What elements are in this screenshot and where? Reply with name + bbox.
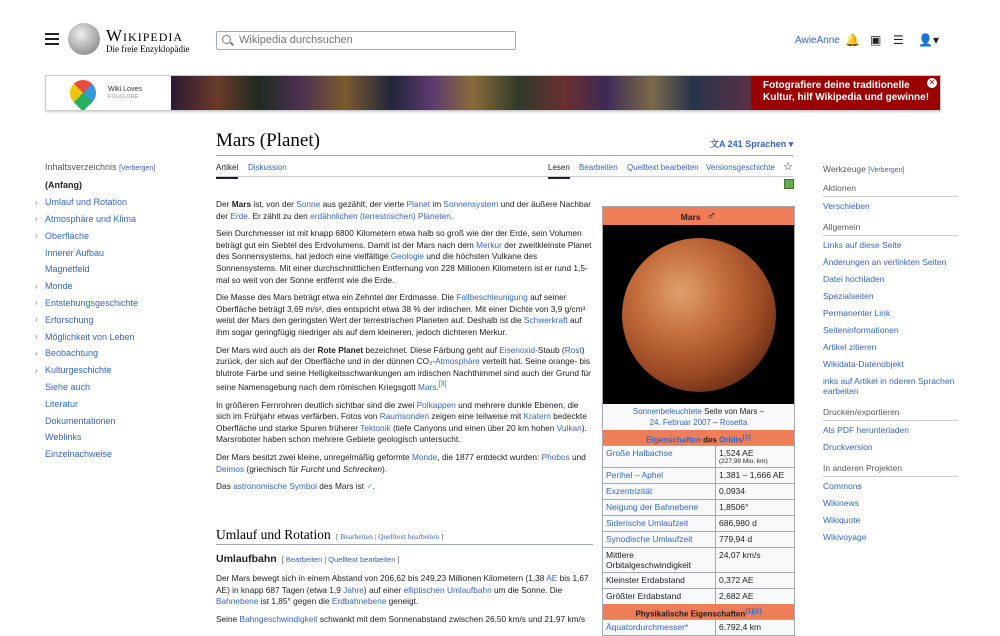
infobox-value: 1,381 – 1,666 AE: [719, 470, 785, 480]
chevron-right-icon[interactable]: ›: [35, 231, 38, 241]
infobox-key: Mittlere Orbitalgeschwindigkeit: [603, 548, 716, 572]
infobox-row: [603, 467, 794, 483]
infobox-key[interactable]: Siderische Umlaufzeit: [603, 516, 716, 531]
infobox-key: Kleinster Erdabstand: [603, 573, 716, 588]
main-menu-icon[interactable]: [45, 33, 59, 45]
banner-logo-text: Wiki Loves: [108, 86, 142, 93]
user-page-link[interactable]: AwieAnne: [795, 35, 840, 46]
toc-item[interactable]: [35, 328, 195, 345]
tools-link[interactable]: Spezialseiten: [823, 291, 874, 301]
toc-item-label: Innerer Aufbau: [45, 247, 105, 258]
toc-item[interactable]: [45, 177, 195, 194]
tab-article[interactable]: Artikel: [216, 163, 238, 172]
tools-heading: Werkzeuge [Verbergen]: [823, 164, 905, 174]
search-icon: [222, 35, 231, 44]
toc-item-label: Weblinks: [45, 432, 82, 443]
page-title: Mars (Planet): [216, 130, 320, 151]
infobox-title: Mars ♂: [603, 207, 794, 225]
tab-edit-source[interactable]: Quelltext bearbeiten: [627, 163, 699, 172]
toc-item[interactable]: [45, 429, 195, 446]
infobox-row: [603, 619, 794, 635]
infobox-value: 24,07 km/s: [719, 550, 761, 560]
tools-section-general: Allgemein: [823, 218, 958, 236]
toc-item-label: Monde: [45, 281, 73, 292]
tools-link[interactable]: Wikiquote: [823, 515, 861, 525]
tools-link[interactable]: Verschieben: [823, 201, 870, 211]
article-intro: Der Mars ist, von der Sonne aus gezählt, der vierte Planet im Sonnensystem und der äußere Nachbar der Erde. Er zählt zu den erdähnlichen (terrestrischen) Planeten. Sein Durchmesser ist mit knapp 6800 Kilometern etwa halb so groß wie der der Erde, sein Volumen beträgt gut ein Siebtel des Erdvolumens. Damit ist der Mars nach dem Merkur der zweitkleinste Planet des Sonnensystems, hat jedoch eine vielfältige Geologie und die höchsten Vulkane des Sonnensystems. Mit einer durchschnittlichen Entfernung von 228 Millionen Kilometern ist er rund 1,5-mal so weit von der Sonne entfernt wie die Erde. Die Masse des Mars beträgt etwa ein Zehntel der Erdmasse. Die Fallbeschleunigung auf seiner Oberfläche beträgt 3,69 m/s², dies entspricht etwa 38 % der irdischen. Mit einer Dichte von 3,9 g/cm³ weist der Mars den geringsten Wert der terrestrischen Planeten auf. Deshalb ist die Schwerkraft auf ihm sogar geringfügig niedriger als auf dem kleineren, jedoch dichteren Merkur. Der Mars wird auch als der Rote Planet bezeichnet. Diese Färbung geht auf Eisenoxid-Staub (Rost) zurück, der sich auf der Oberfläche und in der dünnen CO₂-Atmosphäre verteilt hat. Seine orange- bis blutrote Farbe und seine Helligkeitsschwankungen am irdischen Nachthimmel sind auch der Grund für seine Namensgebung nach dem römischen Kriegsgott Mars.[3] In größeren Fernrohren deutlich sichtbar sind die zwei Polkappen und mehrere dunkle Ebenen, die sich im Frühjahr etwas verfärben. Fotos von Raumsonden zeigen eine teilweise mit Kratern bedeckte Oberfläche und starke Spuren früherer Tektonik (tiefe Canyons und einen über 20 km hohen Vulkan). Marsroboter haben schon mehrere Gebiete geologisch untersucht. Der Mars besitzt zwei kleine, unregelmäßig geformte Monde, die 1877 entdeckt wurden: Phobos und Deimos (griechisch für Furcht und Schrecken). Das astronomische Symbol des Mars ist ♂.: [216, 199, 592, 492]
tools-link[interactable]: Permanenter Link: [823, 308, 891, 318]
chevron-right-icon[interactable]: ›: [35, 365, 38, 375]
toc-item-label: Siehe auch: [45, 381, 91, 392]
tools-link[interactable]: Druckversion: [823, 442, 873, 452]
toc-item-label: Einzelnachweise: [45, 449, 113, 460]
section-edit-links[interactable]: [ Bearbeiten | Quelltext bearbeiten ]: [334, 532, 444, 541]
tools-link[interactable]: Änderungen an verlinkten Seiten: [823, 257, 947, 267]
infobox-value: 6.792,4 km: [719, 622, 762, 632]
close-icon[interactable]: ✕: [928, 78, 936, 87]
toc-item[interactable]: [45, 379, 195, 396]
toc-item-label: Literatur: [45, 398, 79, 409]
infobox-row: [603, 515, 794, 531]
toc-item-label: Kulturgeschichte: [45, 365, 112, 376]
toc-item[interactable]: [35, 311, 195, 328]
infobox-key[interactable]: Große Halbachse: [603, 446, 716, 467]
toc-item-label: Entstehungsgeschichte: [45, 297, 139, 308]
infobox-key[interactable]: Äquatordurchmesser*: [603, 620, 716, 635]
tools-link[interactable]: Links auf diese Seite: [823, 240, 902, 250]
toc-item[interactable]: [35, 345, 195, 362]
toc-item[interactable]: [45, 395, 195, 412]
table-of-contents: [35, 162, 195, 463]
banner-photo-strip: [171, 76, 751, 110]
tools-sidebar: [823, 164, 958, 549]
tools-section-actions: Aktionen: [823, 179, 958, 197]
tools-link[interactable]: Als PDF herunterladen: [823, 425, 909, 435]
tools-hide-link[interactable]: [Verbergen]: [868, 167, 905, 174]
toc-item[interactable]: [35, 194, 195, 211]
toc-item-label: Umlauf und Rotation: [45, 197, 128, 208]
watch-star-icon[interactable]: ☆: [783, 161, 793, 173]
toc-item-label: Oberfläche: [45, 230, 90, 241]
infobox-value: 0,372 AE: [719, 575, 754, 585]
mars-image[interactable]: [603, 225, 794, 404]
campaign-banner[interactable]: [45, 75, 941, 111]
toc-item[interactable]: [45, 261, 195, 278]
toc-item[interactable]: [35, 362, 195, 379]
chevron-right-icon[interactable]: ›: [35, 332, 38, 342]
infobox-row: [603, 483, 794, 499]
toc-item-label: Möglichkeit von Leben: [45, 331, 135, 342]
chevron-right-icon[interactable]: ›: [35, 214, 38, 224]
infobox-value: 2,682 AE: [719, 591, 754, 601]
caption-link-sunlit[interactable]: Sonnenbeleuchtete: [632, 407, 702, 416]
toc-item-label: Magnetfeld: [45, 264, 90, 275]
section-heading-orbit: Umlauf und Rotation [ Bearbeiten | Quelltext bearbeiten ]: [216, 527, 444, 542]
infobox-row: [603, 547, 794, 572]
tools-section-print: Drucken/exportieren: [823, 403, 958, 421]
infobox-row: [603, 572, 794, 588]
tools-link[interactable]: Artikel zitieren: [823, 342, 877, 352]
toc-item-label: Beobachtung: [45, 348, 99, 359]
infobox-value: 779,94 d: [719, 534, 753, 544]
chevron-right-icon[interactable]: ›: [35, 348, 38, 358]
toc-item[interactable]: [35, 211, 195, 228]
notifications-bell-icon[interactable]: 🔔: [845, 33, 860, 47]
banner-logo: [46, 76, 171, 110]
infobox-row: [603, 445, 794, 467]
search-placeholder: Wikipedia durchsuchen: [239, 34, 353, 46]
tools-link[interactable]: Wikidata-Datenobjekt: [823, 359, 904, 369]
logo-title[interactable]: Wikipedia: [106, 26, 184, 45]
tools-link[interactable]: inks auf Artikel in nderen Sprachen earbeiten: [823, 376, 955, 396]
section-divider: [216, 544, 593, 545]
subsection-heading-orbit: Umlaufbahn [ Bearbeiten | Quelltext bearbeiten ]: [216, 553, 400, 565]
banner-message[interactable]: Fotografiere deine traditionelle Kultur, hilf Wikipedia und gewinne!: [751, 76, 940, 110]
physical-properties-header: Physikalische Eigenschaften[1][2]: [603, 604, 794, 619]
tools-link[interactable]: Wikinews: [823, 498, 859, 508]
orbit-paragraph: Der Mars bewegt sich in einem Abstand von 206,62 bis 249,23 Millionen Kilometern (1,38 AE bis 1,67 AE) in knapp 687 Tagen (etwa 1,9 Jahre) auf einer elliptischen Umlaufbahn um die Sonne. Die Bahnebene ist 1,85° gegen die Erdbahnebene geneigt. Seine Bahngeschwindigkeit schwankt mit dem Sonnenabstand zwischen 26,50 km/s und 21,97 km/s: [216, 573, 589, 624]
caption-link-date[interactable]: 24. Februar 2007: [649, 418, 711, 427]
toc-item[interactable]: [45, 446, 195, 463]
image-caption: Sonnenbeleuchtete Seite von Mars – 24. Februar 2007 – Rosetta: [632, 407, 765, 427]
toc-heading: Inhaltsverzeichnis [Verbergen]: [45, 162, 156, 172]
infobox-key[interactable]: Exzentrizität: [603, 484, 716, 499]
logo-subtitle: Die freie Enzyklopädie: [106, 44, 190, 54]
tools-link[interactable]: Commons: [823, 481, 862, 491]
toc-item[interactable]: [35, 227, 195, 244]
toc-item[interactable]: [45, 244, 195, 261]
tab-discussion[interactable]: Diskussion: [248, 163, 287, 172]
featured-article-badge-icon[interactable]: [784, 179, 794, 189]
infobox-value: 1,524 AE (227,99 Mio. km): [719, 448, 768, 465]
toc-item-label: Erforschung: [45, 314, 94, 325]
tab-edit[interactable]: Bearbeiten: [579, 163, 618, 172]
language-selector[interactable]: 文A 241 Sprachen ▾: [710, 139, 794, 149]
tools-section-projects: In anderen Projekten: [823, 459, 958, 477]
tools-link[interactable]: Wikivoyage: [823, 532, 867, 542]
watchlist-icon[interactable]: ☰: [893, 33, 904, 47]
tools-link[interactable]: Datei hochladen: [823, 274, 885, 284]
caption-link-rosetta[interactable]: Rosetta: [719, 418, 748, 427]
toc-item[interactable]: [35, 278, 195, 295]
mars-symbol-icon: ♂: [706, 208, 717, 223]
title-divider: [216, 155, 793, 156]
infobox-key[interactable]: Perihel – Aphel: [603, 468, 716, 483]
toc-item-label: Atmosphäre und Klima: [45, 213, 137, 224]
infobox-row: [603, 531, 794, 547]
wikipedia-globe-logo[interactable]: [68, 23, 100, 55]
messages-inbox-icon[interactable]: ▣: [870, 33, 882, 47]
banner-logo-sub: FOLKLORE: [108, 94, 139, 100]
toc-item[interactable]: [45, 412, 195, 429]
subsection-edit-links[interactable]: [ Bearbeiten | Quelltext bearbeiten ]: [279, 555, 400, 564]
toc-hide-link[interactable]: [Verbergen]: [119, 165, 156, 172]
toc-item-label: Dokumentationen: [45, 415, 116, 426]
tab-history[interactable]: Versionsgeschichte: [706, 163, 775, 172]
infobox-value: 0,0934: [719, 486, 745, 496]
infobox-key[interactable]: Synodische Umlaufzeit: [603, 532, 716, 547]
infobox-key: Größter Erdabstand: [603, 589, 716, 604]
tabs-divider: [216, 176, 793, 177]
search-input[interactable]: [216, 31, 516, 50]
puzzle-heart-icon: [65, 75, 102, 111]
chevron-right-icon[interactable]: ›: [35, 197, 38, 207]
toc-item[interactable]: [35, 295, 195, 312]
tools-link[interactable]: Seiteninformationen: [823, 325, 899, 335]
chevron-right-icon[interactable]: ›: [35, 281, 38, 291]
tab-read[interactable]: Lesen: [548, 163, 570, 172]
infobox-row: [603, 588, 794, 604]
chevron-right-icon[interactable]: ›: [35, 315, 38, 325]
infobox-value: 686,980 d: [719, 518, 757, 528]
orbit-properties-header: Eigenschaften des Orbits[1]: [603, 430, 794, 445]
infobox: [602, 206, 795, 636]
infobox-key[interactable]: Neigung der Bahnebene: [603, 500, 716, 515]
infobox-row: [603, 499, 794, 515]
chevron-right-icon[interactable]: ›: [35, 298, 38, 308]
user-menu-icon[interactable]: 👤▾: [918, 33, 939, 47]
toc-item-label: (Anfang): [45, 180, 82, 191]
infobox-value: 1,8506°: [719, 502, 749, 512]
